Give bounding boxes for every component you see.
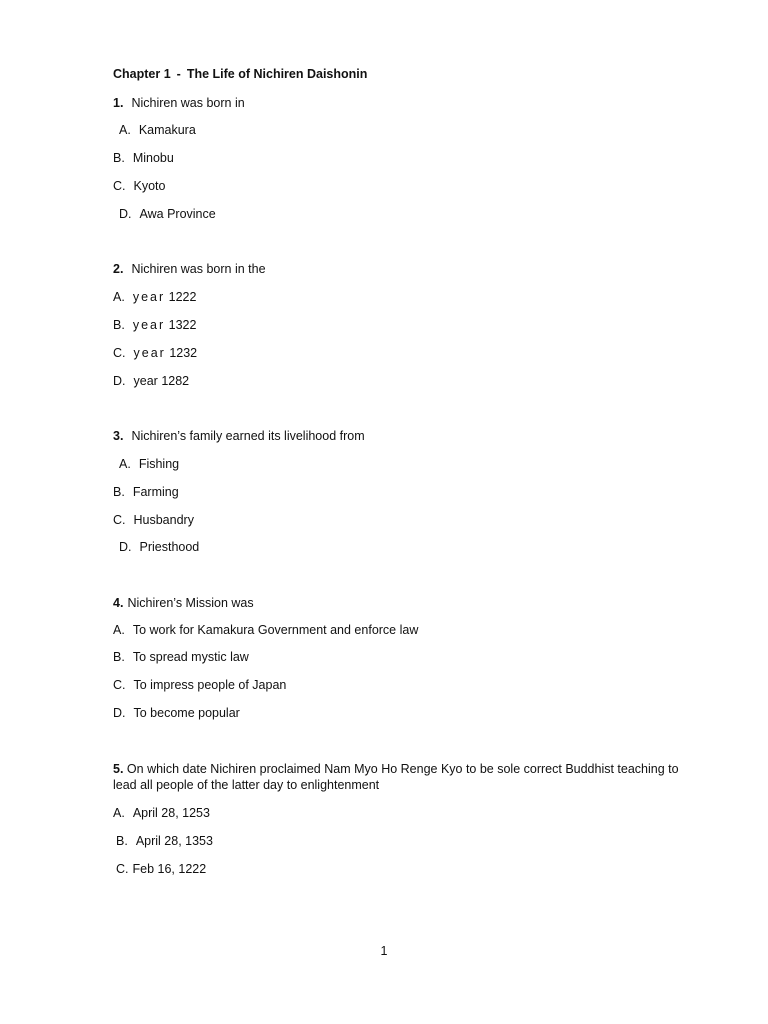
chapter-separator: - [176,67,181,81]
question-4-option-b [113,649,249,665]
question-4-option-d [113,705,240,721]
question-2-option-d [113,373,189,389]
option-prefix: year [133,346,166,360]
option-text: Husbandry [133,513,194,527]
option-text: Priesthood [139,540,200,554]
option-letter: A. [113,623,125,637]
option-letter: A. [113,290,125,304]
option-text: To become popular [133,706,240,720]
question-1-option-c [113,178,165,194]
question-1-option-b [113,150,174,166]
option-letter: D. [119,540,132,554]
option-text: Kamakura [138,123,196,137]
question-1-option-d [119,206,216,222]
question-4-option-c [113,677,286,693]
option-text: April 28, 1353 [135,834,213,848]
question-number: 3. [113,429,124,443]
question-5-option-b [116,833,213,849]
option-text: Awa Province [139,207,216,221]
option-letter: A. [119,457,131,471]
question-3-option-c [113,512,194,528]
option-text: April 28, 1253 [132,806,210,820]
option-letter: A. [113,806,125,820]
question-1 [113,95,245,111]
option-letter: C. [113,513,126,527]
option-letter: B. [113,318,125,332]
option-letter: D. [119,207,132,221]
question-5-option-a [113,805,210,821]
question-4-option-a [113,622,418,638]
option-text: Farming [132,485,179,499]
option-letter: B. [116,834,128,848]
question-3-option-d [119,539,199,555]
option-text: 1322 [168,318,197,332]
option-prefix: year [133,374,158,388]
question-text: Nichiren’s family earned its livelihood from [131,429,365,443]
option-letter: C. [116,862,129,876]
question-2-option-a [113,289,196,305]
option-letter: D. [113,706,126,720]
option-prefix: year [132,290,166,304]
question-3-option-b [113,484,179,500]
option-letter: B. [113,485,125,499]
option-letter: C. [113,678,126,692]
question-text: Nichiren was born in the [131,262,266,276]
page-number: 1 [380,944,388,958]
question-2-option-b [113,317,196,333]
question-4 [113,595,254,611]
question-2 [113,261,266,277]
option-letter: C. [113,179,126,193]
question-number: 5. [113,762,124,776]
question-text: On which date Nichiren proclaimed Nam Myo Ho Renge Kyo to be sole correct Buddhist teaching to lead all people of the latter day to enlightenment [113,762,679,792]
option-text: 1232 [169,346,198,360]
question-2-option-c [113,345,197,361]
question-1-option-a [119,122,196,138]
option-letter: C. [113,346,126,360]
chapter-title: The Life of Nichiren Daishonin [186,67,368,81]
option-text: 1282 [161,374,190,388]
option-text: Minobu [132,151,174,165]
question-text: Nichiren’s Mission was [127,596,254,610]
chapter-heading [113,67,367,81]
question-text: Nichiren was born in [131,96,245,110]
option-prefix: year [132,318,166,332]
option-text: 1222 [168,290,197,304]
question-3 [113,428,365,444]
option-text: To work for Kamakura Government and enforce law [132,623,419,637]
option-text: To impress people of Japan [133,678,287,692]
question-3-option-a [119,456,179,472]
option-text: Fishing [138,457,180,471]
option-text: To spread mystic law [132,650,249,664]
option-letter: D. [113,374,126,388]
chapter-label: Chapter 1 [113,67,171,81]
option-text: Feb 16, 1222 [132,862,207,876]
option-letter: A. [119,123,131,137]
option-letter: B. [113,151,125,165]
question-5 [113,761,693,793]
question-number: 4. [113,596,124,610]
option-text: Kyoto [133,179,166,193]
question-5-option-c [116,861,206,877]
option-letter: B. [113,650,125,664]
question-number: 2. [113,262,124,276]
question-number: 1. [113,96,124,110]
